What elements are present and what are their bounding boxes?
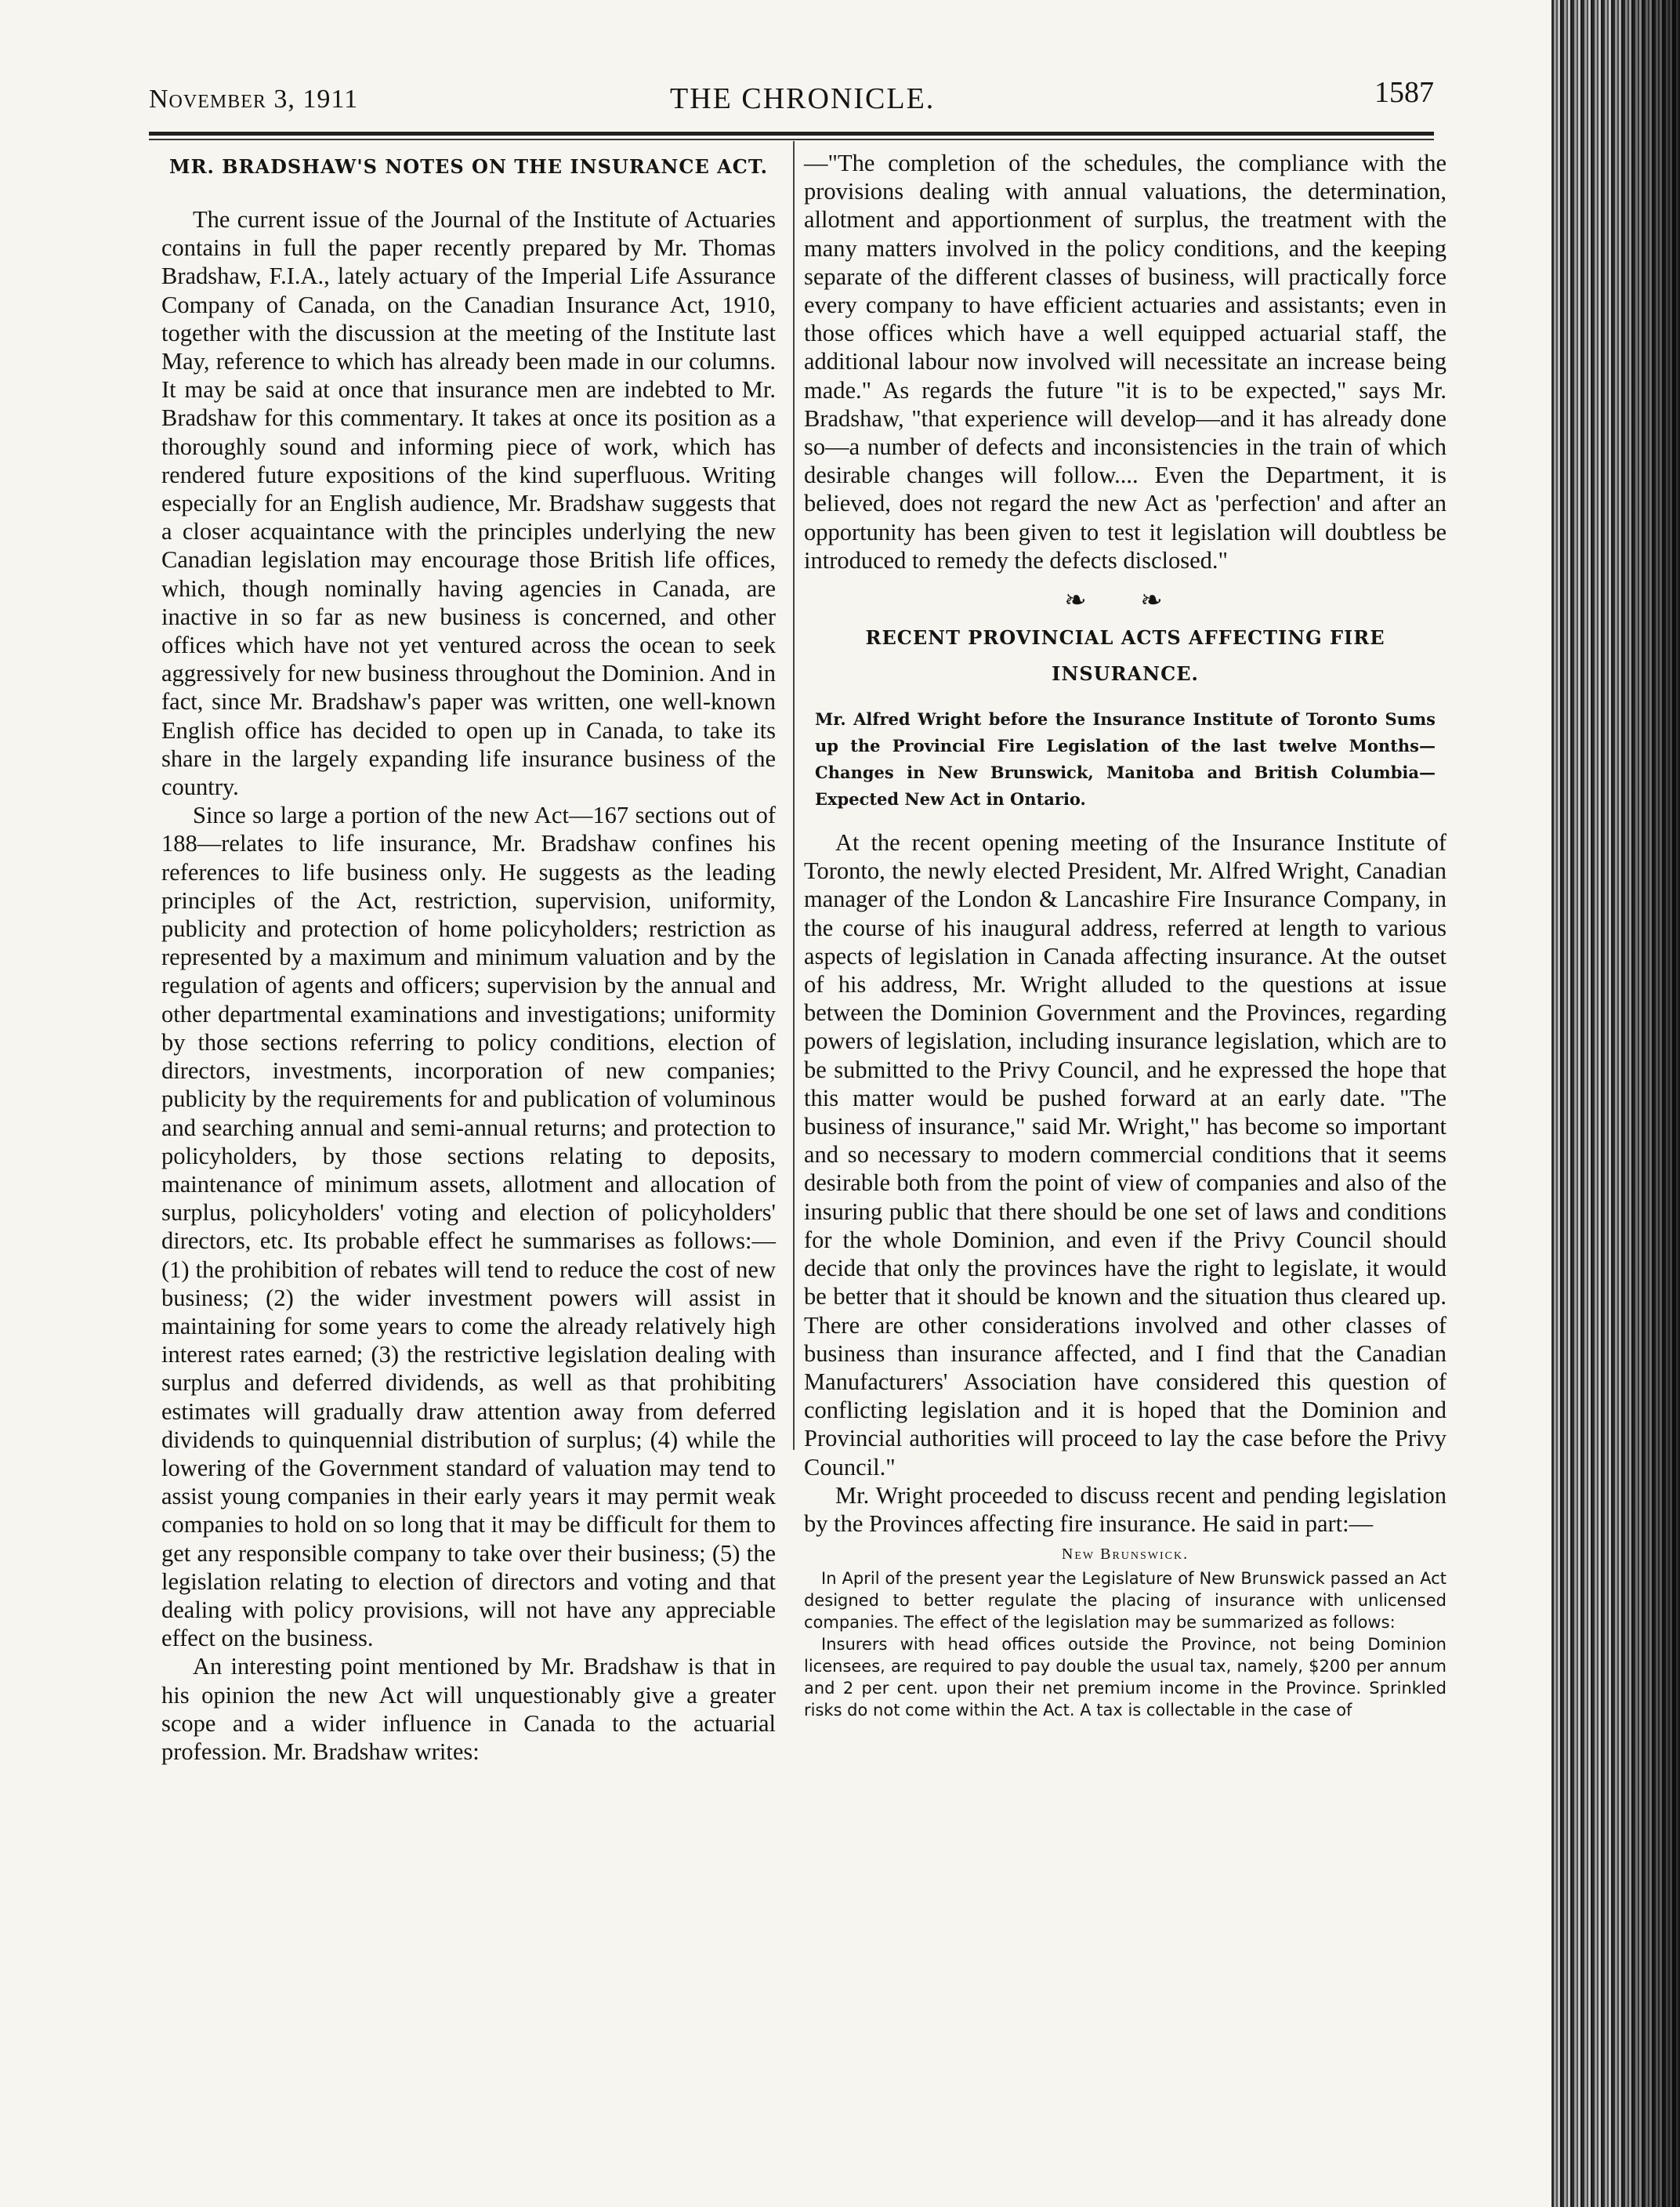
right-column <box>804 149 1446 1721</box>
article-paragraph: Mr. Wright proceeded to discuss recent and pending legislation by the Provinces affecting fire insurance. He said in part:— <box>804 1481 1446 1537</box>
article-heading: MR. BRADSHAW'S NOTES ON THE INSURANCE ACT. <box>169 155 768 178</box>
small-paragraph: Insurers with head offices outside the Province, not being Dominion licensees, are required to pay double the usual tax, namely, $200 per annum and 2 per cent. upon their net premium income in the Province. Sprinkled risks do not come within the Act. A tax is collectable in the case of <box>804 1635 1446 1720</box>
article-subheading: Mr. Alfred Wright before the Insurance Institute of Toronto Sums up the Provincial Fire Legislation of the last twelve Months—Changes in New Brunswick, Manitoba and British Columbia—Expected New Act in Ontario. <box>815 709 1436 810</box>
section-ornament: ❧ ❧ <box>1064 586 1186 616</box>
article-paragraph: The current issue of the Journal of the Institute of Actuaries contains in full the paper recently prepared by Mr. Thomas Bradshaw, F.I.A., lately actuary of the Imperial Life Assurance Company of Canada, on the Canadian Insurance Act, 1910, together with the discussion at the meeting of the Institute last May, reference to which has already been made in our columns. It may be said at once that insurance men are indebted to Mr. Bradshaw for this commentary. It takes at once its position as a thoroughly sound and informing piece of work, which has rendered future expositions of the kind superfluous. Writing especially for an English audience, Mr. Bradshaw suggests that a closer acquaintance with the principles underlying the new Canadian legislation may encourage those British life offices, which, though nominally having agencies in Canada, are inactive in so far as new business is concerned, and other offices which have not yet ventured across the ocean to seek aggressively for new business throughout the Dominion. And in fact, since Mr. Bradshaw's paper was written, one well-known English office has decided to open up in Canada, to take its share in the largely expanding life insurance business of the country. <box>161 206 776 801</box>
issue-date: November 3, 1911 <box>149 85 359 114</box>
page-header <box>149 75 1434 122</box>
header-rule-thin <box>149 139 1434 140</box>
continued-quote: —"The completion of the schedules, the compliance with the provisions dealing with annual valuations, the determination, allotment and apportionment of surplus, the treatment with the many matters involved in the policy conditions, and the keeping separate of the different classes of business, will practically force every company to have efficient actuaries and assistants; even in those offices which have a well equipped actuarial staff, the additional labour now involved will necessitate an increase being made." As regards the future "it is to be expected," says Mr. Bradshaw, "that experience will develop—and it has already done so—a number of defects and inconsistencies in the train of which desirable changes will follow.... Even the Department, it is believed, does not regard the new Act as 'perfection' and after an opportunity has been given to test it legislation will doubtless be introduced to remedy the defects disclosed." <box>804 150 1446 574</box>
page-number: 1587 <box>1374 76 1434 109</box>
article-heading: RECENT PROVINCIAL ACTS AFFECTING FIRE INSURANCE. <box>865 626 1385 686</box>
section-heading: New Brunswick. <box>1061 1546 1189 1564</box>
article-paragraph: At the recent opening meeting of the Insurance Institute of Toronto, the newly elected President, Mr. Alfred Wright, Canadian manager of the London & Lancashire Fire Insurance Company, in the course of his inaugural address, referred at length to various aspects of legislation in Canada affecting insurance. At the outset of his address, Mr. Wright alluded to the questions at issue between the Dominion Government and the Provinces, regarding powers of legislation, including insurance legislation, which are to be submitted to the Privy Council, and he expressed the hope that this matter would be pushed forward at an early date. "The business of insurance," said Mr. Wright," has become so important and so necessary to modern commercial conditions that it seems desirable both from the point of view of companies and also of the insuring public that there should be one set of laws and conditions for the whole Dominion, and even if the Privy Council should decide that only the provinces have the right to legislate, it would be better that it should be known and the situation thus cleared up. There are other considerations involved and other classes of business than insurance affected, and I find that the Canadian Manufacturers' Association have considered this question of conflicting legislation and it is hoped that the Dominion and Provincial authorities will proceed to lay the case before the Privy Council." <box>804 829 1446 1480</box>
left-column <box>161 149 776 1766</box>
page-edge-shadow <box>1610 0 1680 2207</box>
small-paragraph: In April of the present year the Legislature of New Brunswick passed an Act designed to better regulate the placing of insurance with unlicensed companies. The effect of the legislation may be summarized as follows: <box>804 1569 1446 1633</box>
header-rule-thick <box>149 132 1434 136</box>
article-paragraph: An interesting point mentioned by Mr. Bradshaw is that in his opinion the new Act will unquestionably give a greater scope and a wider influence in Canada to the actuarial profession. Mr. Bradshaw writes: <box>161 1653 776 1765</box>
publication-title: THE CHRONICLE. <box>670 82 936 115</box>
article-paragraph: Since so large a portion of the new Act—167 sections out of 188—relates to life insurance, Mr. Bradshaw confines his references to life business only. He suggests as the leading principles of the Act, restriction, supervision, uniformity, publicity and protection of home policyholders; restriction as represented by a maximum and minimum valuation and by the regulation of agents and officers; supervision by the annual and other departmental examinations and investigations; uniformity by those sections referring to policy conditions, election of directors, investments, incorporation of new companies; publicity by the requirements for and publication of voluminous and searching annual and semi-annual returns; and protection to policyholders, by those sections relating to deposits, maintenance of minimum assets, allotment and allocation of surplus, policyholders' voting and election of policyholders' directors, etc. Its probable effect he summarises as follows:—(1) the prohibition of rebates will tend to reduce the cost of new business; (2) the wider investment powers will assist in maintaining for some years to come the already relatively high interest rates earned; (3) the restrictive legislation dealing with surplus and deferred dividends, as well as that prohibiting estimates will gradually draw attention away from deferred dividends to quinquennial distribution of surplus; (4) while the lowering of the Government standard of valuation may tend to assist young companies in their early years it may permit weak companies to hold on so long that it may be difficult for them to get any responsible company to take over their business; (5) the legislation relating to election of directors and voting and that dealing with policy provisions, will not have any appreciable effect on the business. <box>161 802 776 1652</box>
column-divider <box>793 141 795 1450</box>
